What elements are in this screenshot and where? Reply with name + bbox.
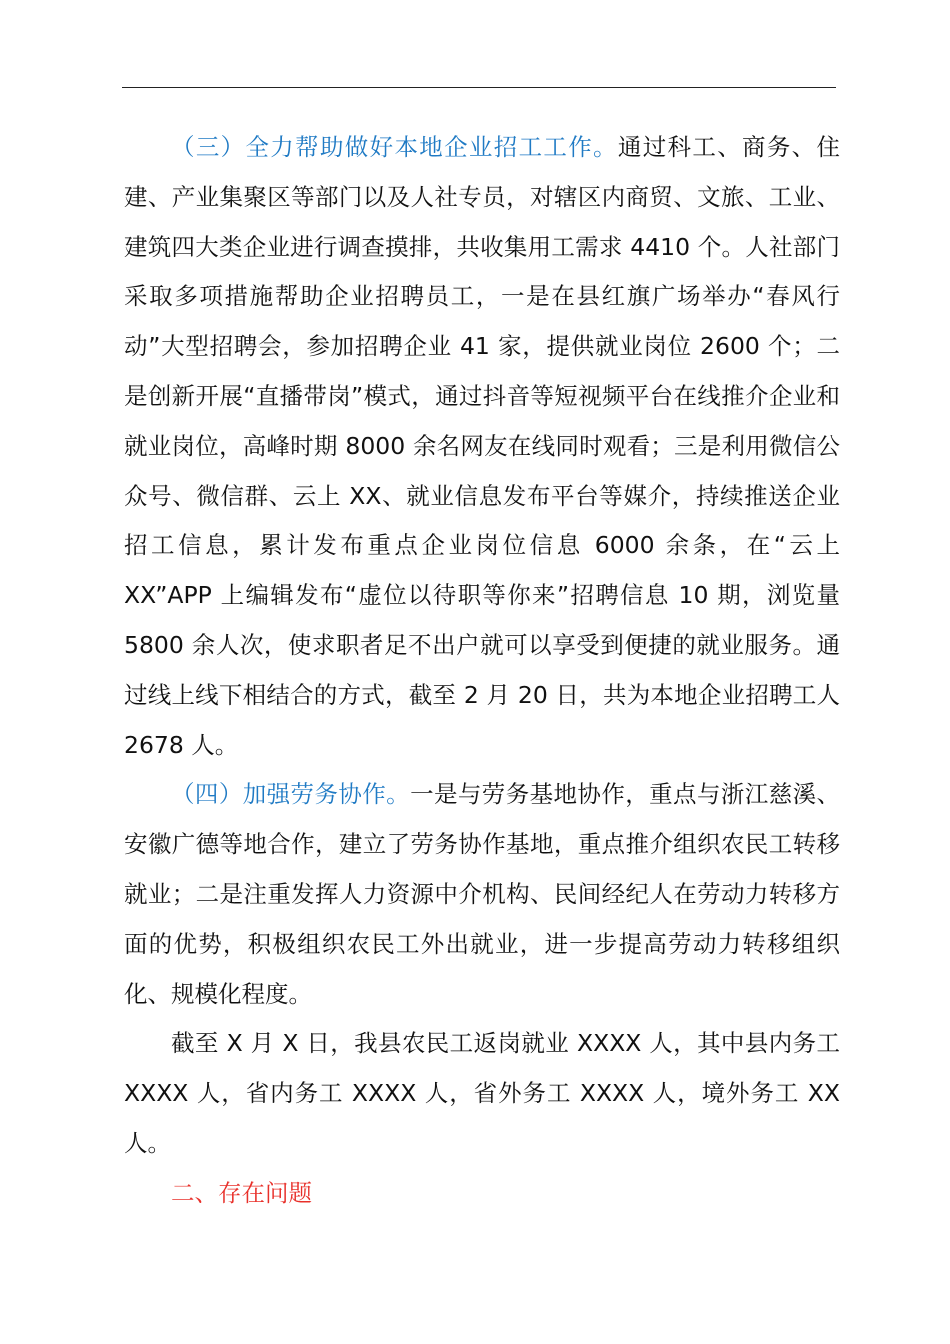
- paragraph-labor-cooperation-text: 一是与劳务基地协作，重点与浙江慈溪、安徽广德等地合作，建立了劳务协作基地，重点推介组织农民工转移就业；二是注重发挥人力资源中介机构、民间经纪人在劳动力转移方面的优势，积极组织农民工外出就业，进一步提高劳动力转移组织化、规模化程度。: [124, 780, 841, 1008]
- paragraph-recruitment-text: 通过科工、商务、住建、产业集聚区等部门以及人社专员，对辖区内商贸、文旅、工业、建筑四大类企业进行调查摸排，共收集用工需求 4410 个。人社部门采取多项措施帮助企业招聘员工，一是在县红旗广场举办“春风行动”大型招聘会，参加招聘企业 41 家，提供就业岗位 2600 个；二是创新开展“直播带岗”模式，通过抖音等短视频平台在线推介企业和就业岗位，高峰时期 8000 余名网友在线同时观看；三是利用微信公众号、微信群、云上 XX、就业信息发布平台等媒介，持续推送企业招工信息，累计发布重点企业岗位信息 6000 余条，在“云上 XX”APP 上编辑发布“虚位以待职等你来”招聘信息 10 期，浏览量 5800 余人次，使求职者足不出户就可以享受到便捷的就业服务。通过线上线下相结合的方式，截至 2 月 20 日，共为本地企业招聘工人 2678 人。: [124, 133, 841, 759]
- paragraph-recruitment: [124, 123, 840, 770]
- paragraph-summary: 截至 X 月 X 日，我县农民工返岗就业 XXXX 人，其中县内务工 XXXX 人，省内务工 XXXX 人，省外务工 XXXX 人，境外务工 XX 人。: [124, 1029, 840, 1157]
- section-heading-problems: 二、存在问题: [171, 1178, 312, 1207]
- subheading-labor-cooperation: （四）加强劳务协作。: [171, 780, 411, 809]
- paragraph-labor-cooperation: [124, 770, 840, 1019]
- document-body: [124, 123, 840, 1219]
- header-rule: [122, 87, 836, 88]
- subheading-recruitment: （三）全力帮助做好本地企业招工工作。: [171, 133, 618, 161]
